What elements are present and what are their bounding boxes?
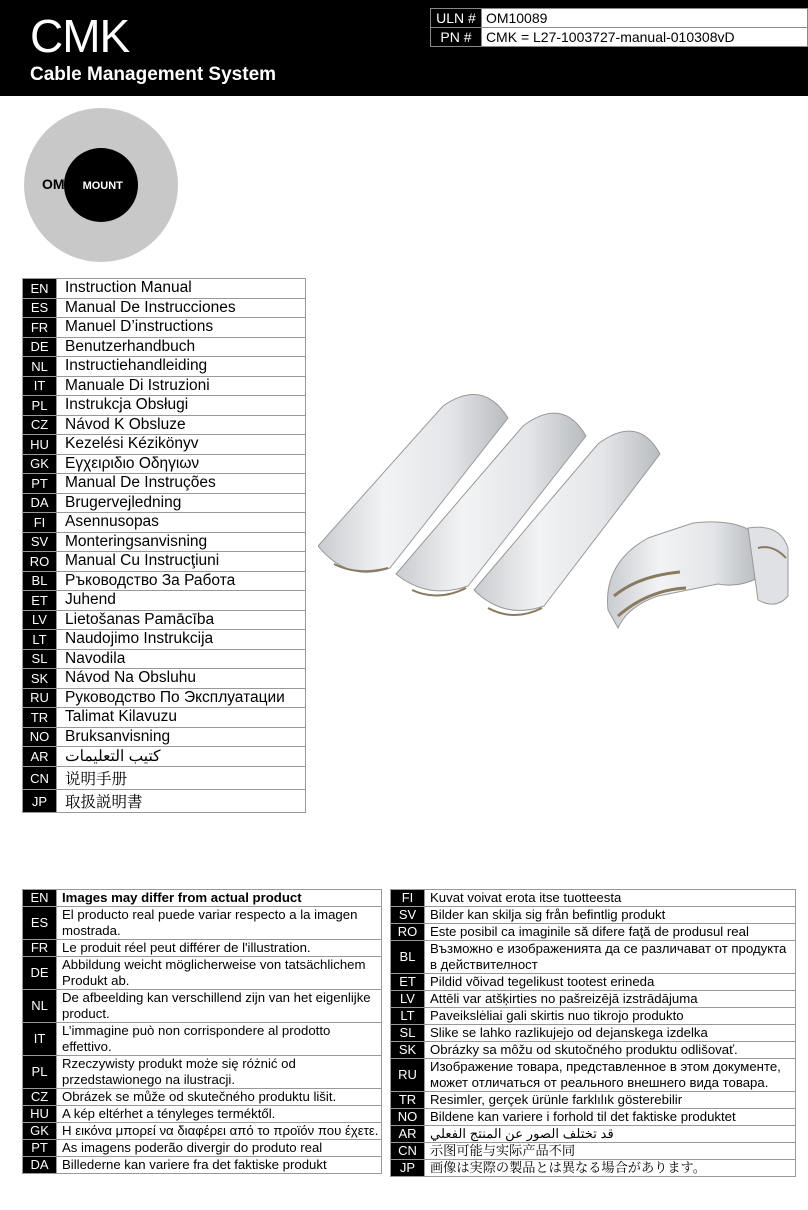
language-code: LV (23, 610, 57, 630)
disclaimer-language-code: CN (391, 1143, 425, 1160)
disclaimer-language-code: IT (23, 1023, 57, 1056)
product-subtitle: Cable Management System (30, 64, 277, 85)
disclaimer-text: Abbildung weicht möglicherweise von tatsächlichem Produkt ab. (57, 957, 382, 990)
language-row (23, 415, 306, 435)
language-code: JP (23, 790, 57, 813)
language-code: DA (23, 493, 57, 513)
disclaimer-language-code: BL (391, 941, 425, 974)
disclaimer-text: قد تختلف الصور عن المنتج الفعلي (425, 1126, 796, 1143)
disclaimer-text: Pildid võivad tegelikust tootest erineda (425, 974, 796, 991)
language-code: BL (23, 571, 57, 591)
language-manual-title: Instructiehandleiding (57, 357, 306, 377)
disclaimer-row (391, 1109, 796, 1126)
disclaimer-row (23, 890, 382, 907)
pn-label: PN # (431, 28, 482, 47)
disclaimer-language-code: ES (23, 907, 57, 940)
language-code: AR (23, 747, 57, 767)
language-code: SK (23, 669, 57, 689)
language-manual-title: Kezelési Kézikönyv (57, 435, 306, 455)
disclaimer-text: Images may differ from actual product (57, 890, 382, 907)
disclaimer-language-code: FI (391, 890, 425, 907)
disclaimer-text: Obrázky sa môžu od skutočného produktu odlišovať. (425, 1042, 796, 1059)
language-manual-title: Εγχειριδιο Οδηγιων (57, 454, 306, 474)
disclaimer-row (391, 991, 796, 1008)
language-manual-title: Manuel D’instructions (57, 318, 306, 338)
language-manual-title: Benutzerhandbuch (57, 337, 306, 357)
disclaimer-row (23, 1140, 382, 1157)
header-bar (0, 0, 808, 96)
disclaimer-row (391, 1025, 796, 1042)
disclaimer-row (391, 907, 796, 924)
language-manual-title: Manual De Instrucciones (57, 298, 306, 318)
language-code: NO (23, 727, 57, 747)
language-code: SL (23, 649, 57, 669)
language-row (23, 357, 306, 377)
disclaimer-language-code: NO (391, 1109, 425, 1126)
language-row (23, 532, 306, 552)
language-manual-title: Navodila (57, 649, 306, 669)
disclaimer-text: Slike se lahko razlikujejo od dejanskega izdelka (425, 1025, 796, 1042)
language-row (23, 708, 306, 728)
language-manual-title: Manuale Di Istruzioni (57, 376, 306, 396)
disclaimer-text: Η εικόνα μπορεί να διαφέρει από το προϊόν που έχετε. (57, 1123, 382, 1140)
disclaimer-language-code: PL (23, 1056, 57, 1089)
disclaimer-text: Le produit réel peut différer de l'illustration. (57, 940, 382, 957)
disclaimer-text: L’immagine può non corrispondere al prodotto effettivo. (57, 1023, 382, 1056)
disclaimer-text: El producto real puede variar respecto a la imagen mostrada. (57, 907, 382, 940)
disclaimer-text: Resimler, gerçek ürünle farklılık gösterebilir (425, 1092, 796, 1109)
language-row (23, 435, 306, 455)
language-row (23, 790, 306, 813)
disclaimer-row (391, 1143, 796, 1160)
disclaimer-text: Bildene kan variere i forhold til det faktiske produktet (425, 1109, 796, 1126)
disclaimer-language-code: SV (391, 907, 425, 924)
disclaimer-table-right (390, 889, 796, 1177)
disclaimer-row (23, 1056, 382, 1089)
language-manual-title: 说明手册 (57, 767, 306, 790)
disclaimer-language-code: NL (23, 990, 57, 1023)
language-manual-title: Juhend (57, 591, 306, 611)
language-code: CN (23, 767, 57, 790)
language-manual-title: Instrukcja Obsługi (57, 396, 306, 416)
language-row (23, 669, 306, 689)
language-manual-title: Manual Cu Instrucţiuni (57, 552, 306, 572)
disclaimer-row (23, 1089, 382, 1106)
language-manual-title: Návod K Obsluze (57, 415, 306, 435)
language-code: FI (23, 513, 57, 533)
language-code: LT (23, 630, 57, 650)
brand-title: CMK (30, 10, 130, 62)
disclaimer-language-code: LV (391, 991, 425, 1008)
logo-text-mount: MOUNT (82, 180, 123, 192)
cable-raceway-product-image (318, 378, 798, 648)
disclaimer-row (391, 1042, 796, 1059)
language-code: RO (23, 552, 57, 572)
language-code: CZ (23, 415, 57, 435)
language-row (23, 610, 306, 630)
document-id-table (430, 8, 808, 47)
disclaimer-row (391, 1126, 796, 1143)
language-manual-title: Ръководство За Работа (57, 571, 306, 591)
language-manual-title: 取扱説明書 (57, 790, 306, 813)
language-code: EN (23, 279, 57, 299)
language-code: TR (23, 708, 57, 728)
disclaimer-language-code: FR (23, 940, 57, 957)
disclaimer-text: Este posibil ca imaginile să difere faţă de produsul real (425, 924, 796, 941)
disclaimer-text: De afbeelding kan verschillend zijn van het eigenlijke product. (57, 990, 382, 1023)
disclaimer-language-code: RU (391, 1059, 425, 1092)
language-manual-title: Talimat Kilavuzu (57, 708, 306, 728)
language-manual-title: Manual De Instruções (57, 474, 306, 494)
disclaimer-language-code: JP (391, 1160, 425, 1177)
disclaimer-row (23, 1123, 382, 1140)
disclaimer-language-code: DA (23, 1157, 57, 1174)
disclaimer-text: Възможно е изображенията да се различават от продукта в действителност (425, 941, 796, 974)
language-row (23, 396, 306, 416)
disclaimer-table-left (22, 889, 382, 1174)
language-code: ES (23, 298, 57, 318)
language-row (23, 493, 306, 513)
disclaimer-text: Rzeczywisty produkt może się różnić od przedstawionego na ilustracji. (57, 1056, 382, 1089)
disclaimer-text: Billederne kan variere fra det faktiske produkt (57, 1157, 382, 1174)
language-code: FR (23, 318, 57, 338)
disclaimer-text: 画像は実際の製品とは異なる場合があります。 (425, 1160, 796, 1177)
language-manual-title: Руководство По Эксплуатации (57, 688, 306, 708)
language-row (23, 591, 306, 611)
disclaimer-text: Obrázek se může od skutečného produktu lišit. (57, 1089, 382, 1106)
disclaimer-language-code: TR (391, 1092, 425, 1109)
language-manual-title: Asennusopas (57, 513, 306, 533)
disclaimer-text: Kuvat voivat erota itse tuotteesta (425, 890, 796, 907)
disclaimer-row (23, 957, 382, 990)
disclaimer-language-code: ET (391, 974, 425, 991)
disclaimer-row (23, 940, 382, 957)
disclaimer-row (391, 1059, 796, 1092)
disclaimer-row (391, 1092, 796, 1109)
language-row (23, 767, 306, 790)
disclaimer-row (391, 890, 796, 907)
disclaimer-row (23, 990, 382, 1023)
disclaimer-text: As imagens poderão divergir do produto real (57, 1140, 382, 1157)
disclaimer-language-code: EN (23, 890, 57, 907)
language-row (23, 454, 306, 474)
language-manual-title: Monteringsanvisning (57, 532, 306, 552)
language-code: PT (23, 474, 57, 494)
disclaimer-row (23, 1106, 382, 1123)
disclaimer-row (391, 924, 796, 941)
language-manual-title: كتيب التعليمات (57, 747, 306, 767)
language-row (23, 474, 306, 494)
language-row (23, 747, 306, 767)
disclaimer-text: Bilder kan skilja sig från befintlig produkt (425, 907, 796, 924)
language-row (23, 318, 306, 338)
disclaimer-language-code: SK (391, 1042, 425, 1059)
disclaimer-language-code: DE (23, 957, 57, 990)
disclaimer-row (23, 907, 382, 940)
disclaimer-language-code: CZ (23, 1089, 57, 1106)
language-row (23, 649, 306, 669)
disclaimer-text: Paveikslėliai gali skirtis nuo tikrojo produkto (425, 1008, 796, 1025)
disclaimer-text: Attēli var atšķirties no pašreizējā izstrādājuma (425, 991, 796, 1008)
pn-value: CMK = L27-1003727-manual-010308vD (481, 28, 807, 47)
raceway-elbow (608, 522, 789, 628)
language-manual-title: Lietošanas Pamācība (57, 610, 306, 630)
disclaimer-row (391, 974, 796, 991)
disclaimer-row (23, 1023, 382, 1056)
disclaimer-language-code: PT (23, 1140, 57, 1157)
language-code: SV (23, 532, 57, 552)
language-code: DE (23, 337, 57, 357)
disclaimer-row (391, 1160, 796, 1177)
disclaimer-text: 示图可能与实际产品不同 (425, 1143, 796, 1160)
language-row (23, 376, 306, 396)
language-row (23, 298, 306, 318)
language-row (23, 688, 306, 708)
uln-value: OM10089 (481, 9, 807, 28)
language-index-table (22, 278, 306, 813)
language-code: RU (23, 688, 57, 708)
omnimount-logo (24, 108, 178, 262)
language-code: PL (23, 396, 57, 416)
disclaimer-language-code: HU (23, 1106, 57, 1123)
disclaimer-text: A kép eltérhet a tényleges terméktől. (57, 1106, 382, 1123)
language-manual-title: Návod Na Obsluhu (57, 669, 306, 689)
disclaimer-language-code: RO (391, 924, 425, 941)
disclaimer-row (391, 941, 796, 974)
language-manual-title: Bruksanvisning (57, 727, 306, 747)
disclaimer-text: Изображение товара, представленное в этом документе, может отличаться от реального внешнего вида товара. (425, 1059, 796, 1092)
uln-label: ULN # (431, 9, 482, 28)
language-code: HU (23, 435, 57, 455)
disclaimer-language-code: GK (23, 1123, 57, 1140)
language-manual-title: Brugervejledning (57, 493, 306, 513)
language-code: IT (23, 376, 57, 396)
disclaimer-language-code: AR (391, 1126, 425, 1143)
language-row (23, 279, 306, 299)
language-code: NL (23, 357, 57, 377)
language-row (23, 727, 306, 747)
disclaimer-language-code: SL (391, 1025, 425, 1042)
language-manual-title: Naudojimo Instrukcija (57, 630, 306, 650)
disclaimer-row (23, 1157, 382, 1174)
language-row (23, 571, 306, 591)
language-code: ET (23, 591, 57, 611)
logo-text-omni: OMNI (42, 176, 79, 192)
disclaimer-row (391, 1008, 796, 1025)
language-row (23, 630, 306, 650)
language-row (23, 337, 306, 357)
language-manual-title: Instruction Manual (57, 279, 306, 299)
disclaimer-language-code: LT (391, 1008, 425, 1025)
language-code: GK (23, 454, 57, 474)
language-row (23, 513, 306, 533)
language-row (23, 552, 306, 572)
